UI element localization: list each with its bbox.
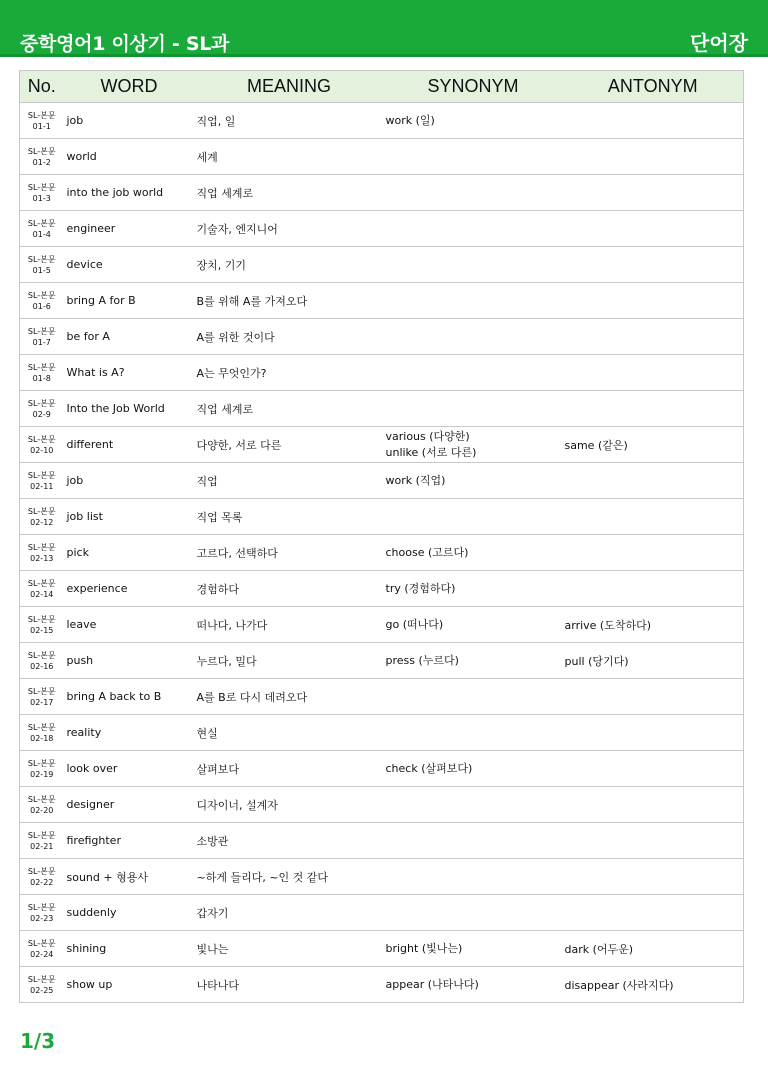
synonym-cell [384,139,563,175]
entry-number-index: 02-14 [30,589,54,599]
antonym-cell [563,499,744,535]
table-row [20,247,744,283]
meaning-cell: 나타나다 [196,978,240,992]
word-cell: look over [64,751,195,787]
entry-number [20,319,64,355]
word-cell: device [64,247,195,283]
antonym-cell [563,247,744,283]
entry-number-index: 01-4 [32,229,51,239]
table-row [20,427,744,463]
entry-number [20,103,64,139]
synonym-cell [384,103,563,139]
entry-number-section: SL-본문 [27,830,56,840]
entry-number-index: 02-24 [30,949,54,959]
antonym-cell: dark (어두운) [563,931,744,967]
synonym-cell [384,211,563,247]
word-cell: show up [66,978,113,991]
entry-number-index: 01-1 [32,121,51,131]
table-row [20,571,744,607]
antonym-cell [563,283,744,319]
entry-number-section: SL-본문 [27,722,56,732]
antonym-cell [563,355,744,391]
synonym-cell [384,247,563,283]
entry-number [20,751,64,787]
entry-number-section: SL-본문 [27,146,56,156]
table-row [20,139,744,175]
synonym-cell [384,715,563,751]
page-title: 중학영어1 이상기 - SL과 [20,33,230,55]
entry-number-section: SL-본문 [27,758,56,768]
entry-number [20,787,64,823]
meaning-cell: A는 무엇인가? [195,355,384,391]
entry-number-index: 02-22 [30,877,54,887]
entry-number-index: 01-8 [32,373,51,383]
table-row [20,751,744,787]
synonym-entry: various (다양한) [385,429,470,443]
synonym-cell [384,931,563,967]
table-row [20,211,744,247]
synonym-entry: appear (나타나다) [385,977,479,991]
entry-number-index: 02-10 [30,445,54,455]
table-row [20,787,744,823]
entry-number-index: 02-23 [30,913,54,923]
entry-number-index: 02-12 [30,517,54,527]
meaning-cell: 현실 [195,715,384,751]
word-cell: job [64,463,195,499]
header-meaning: MEANING [195,71,384,103]
synonym-cell [384,679,563,715]
antonym-cell: arrive (도착하다) [563,607,744,643]
table-row [20,931,744,967]
synonym-cell [384,175,563,211]
meaning-cell: 세계 [195,139,384,175]
meaning-cell: 다양한, 서로 다른 [195,427,384,463]
table-body [20,103,744,1003]
synonym-cell [384,859,563,895]
antonym-cell: same (같은) [563,427,744,463]
synonym-cell [384,571,563,607]
synonym-cell [384,967,563,1003]
entry-number-index: 02-20 [30,805,54,815]
word-cell: shining [64,931,195,967]
entry-number-index: 02-21 [30,841,54,851]
meaning-cell: ~하게 들리다, ~인 것 같다 [195,859,384,895]
entry-number-section: SL-본문 [27,182,56,192]
synonym-entry: go (떠나다) [385,617,444,631]
document-type-label: 단어장 [690,31,748,55]
meaning-cell: 갑자기 [195,895,384,931]
antonym-cell: disappear (사라지다) [564,978,674,992]
table-row [20,643,744,679]
header-bar [0,0,768,57]
table-row [20,823,744,859]
synonym-cell [384,895,563,931]
synonym-cell [384,499,563,535]
word-cell: job [64,103,195,139]
meaning-cell: A를 위한 것이다 [195,319,384,355]
table-row [20,319,744,355]
entry-number-section: SL-본문 [27,974,56,984]
antonym-cell [563,535,744,571]
antonym-cell [563,103,744,139]
entry-number-section: SL-본문 [27,542,56,552]
synonym-entry: try (경험하다) [385,581,456,595]
word-cell: different [64,427,195,463]
table-row [20,391,744,427]
synonym-entry: bright (빛나는) [385,941,463,955]
synonym-cell [384,643,563,679]
antonym-cell [563,823,744,859]
header-antonym: ANTONYM [563,71,744,103]
meaning-cell: 소방관 [195,823,384,859]
table-row [20,175,744,211]
meaning-cell: 살펴보다 [195,751,384,787]
entry-number-section: SL-본문 [27,218,56,228]
table-row [20,967,744,1003]
entry-number-index: 01-5 [32,265,51,275]
word-cell: Into the Job World [64,391,195,427]
antonym-cell [563,787,744,823]
antonym-cell [563,571,744,607]
entry-number-section: SL-본문 [27,578,56,588]
entry-number [20,139,64,175]
antonym-cell [563,391,744,427]
word-cell: firefighter [64,823,195,859]
entry-number [20,355,64,391]
entry-number-section: SL-본문 [27,398,56,408]
meaning-cell: 고르다, 선택하다 [195,535,384,571]
entry-number-section: SL-본문 [27,866,56,876]
word-cell: pick [64,535,195,571]
synonym-cell [384,787,563,823]
entry-number [20,535,64,571]
meaning-cell: 직업, 일 [195,103,384,139]
entry-number-index: 02-18 [30,733,54,743]
entry-number-section: SL-본문 [27,686,56,696]
word-cell: What is A? [64,355,195,391]
antonym-cell [563,175,744,211]
entry-number [20,679,64,715]
entry-number-index: 01-6 [32,301,51,311]
word-cell: job list [64,499,195,535]
word-cell: sound + 형용사 [64,859,195,895]
entry-number-section: SL-본문 [27,110,56,120]
antonym-cell: pull (당기다) [563,643,744,679]
meaning-cell: 기술자, 엔지니어 [195,211,384,247]
meaning-cell: B를 위해 A를 가져오다 [195,283,384,319]
entry-number [20,607,64,643]
meaning-cell: 직업 [195,463,384,499]
word-cell: leave [64,607,195,643]
header-no: No. [20,71,64,103]
entry-number [20,175,64,211]
antonym-cell [563,463,744,499]
synonym-cell [384,535,563,571]
table-row [20,715,744,751]
synonym-cell [384,427,563,463]
antonym-cell [563,679,744,715]
synonym-cell [384,823,563,859]
entry-number [20,859,64,895]
synonym-entry: unlike (서로 다른) [385,445,477,459]
entry-number-index: 02-17 [30,697,54,707]
entry-number [20,571,64,607]
meaning-cell: 장치, 기기 [195,247,384,283]
table-row [20,895,744,931]
entry-number-index: 02-11 [30,481,54,491]
entry-number-section: SL-본문 [27,506,56,516]
table-header-row [20,71,744,103]
entry-number [20,895,64,931]
table-row [20,535,744,571]
antonym-cell [563,859,744,895]
synonym-cell [384,355,563,391]
entry-number [20,643,64,679]
word-cell: engineer [64,211,195,247]
synonym-entry: press (누르다) [385,653,459,667]
header-word: WORD [64,71,195,103]
entry-number [20,283,64,319]
antonym-cell [563,319,744,355]
entry-number [20,967,64,1003]
word-cell: into the job world [64,175,195,211]
entry-number-section: SL-본문 [27,794,56,804]
word-cell: suddenly [64,895,195,931]
antonym-cell [563,211,744,247]
entry-number-index: 01-2 [32,157,51,167]
meaning-cell: A를 B로 다시 데려오다 [195,679,384,715]
meaning-cell: 직업 세계로 [195,175,384,211]
entry-number-index: 02-19 [30,769,54,779]
synonym-cell [384,319,563,355]
meaning-cell: 빛나는 [195,931,384,967]
meaning-cell: 누르다, 밀다 [195,643,384,679]
meaning-cell: 디자이너, 설계자 [195,787,384,823]
page-number: 1/3 [20,1029,56,1053]
table-row [20,283,744,319]
table-row [20,859,744,895]
meaning-cell: 직업 세계로 [195,391,384,427]
entry-number-section: SL-본문 [27,434,56,444]
synonym-entry: check (살펴보다) [385,761,473,775]
entry-number [20,931,64,967]
entry-number [20,391,64,427]
entry-number-index: 02-13 [30,553,54,563]
synonym-entry: work (직업) [385,473,446,487]
entry-number [20,715,64,751]
table-row [20,355,744,391]
entry-number [20,823,64,859]
synonym-cell [384,607,563,643]
table-row [20,607,744,643]
entry-number-index: 02-16 [30,661,54,671]
entry-number-section: SL-본문 [27,902,56,912]
synonym-entry: choose (고르다) [385,545,469,559]
word-cell: reality [64,715,195,751]
entry-number [20,499,64,535]
word-cell: push [64,643,195,679]
antonym-cell [563,895,744,931]
vocabulary-table [19,70,744,1003]
entry-number-section: SL-본문 [27,470,56,480]
entry-number [20,211,64,247]
word-cell: experience [64,571,195,607]
table-row [20,499,744,535]
entry-number-section: SL-본문 [27,650,56,660]
synonym-entry: work (일) [385,113,435,127]
entry-number-index: 01-3 [32,193,51,203]
antonym-cell [563,139,744,175]
word-cell: bring A for B [64,283,195,319]
entry-number-index: 01-7 [32,337,51,347]
word-cell: be for A [64,319,195,355]
entry-number-index: 02-25 [30,985,54,995]
table-row [20,463,744,499]
entry-number-section: SL-본문 [27,362,56,372]
entry-number-section: SL-본문 [27,938,56,948]
table-row [20,679,744,715]
word-cell: bring A back to B [64,679,195,715]
entry-number-index: 02-9 [32,409,51,419]
word-cell: designer [64,787,195,823]
antonym-cell [563,751,744,787]
synonym-cell [384,391,563,427]
header-synonym: SYNONYM [384,71,563,103]
entry-number-section: SL-본문 [27,290,56,300]
entry-number-index: 02-15 [30,625,54,635]
entry-number [20,427,64,463]
meaning-cell: 떠나다, 나가다 [195,607,384,643]
entry-number-section: SL-본문 [27,614,56,624]
synonym-cell [384,283,563,319]
meaning-cell: 경험하다 [195,571,384,607]
synonym-cell [384,463,563,499]
synonym-cell [384,751,563,787]
entry-number [20,247,64,283]
meaning-cell: 직업 목록 [195,499,384,535]
word-cell: world [64,139,195,175]
entry-number-section: SL-본문 [27,326,56,336]
table-row [20,103,744,139]
antonym-cell [563,715,744,751]
entry-number [20,463,64,499]
entry-number-section: SL-본문 [27,254,56,264]
